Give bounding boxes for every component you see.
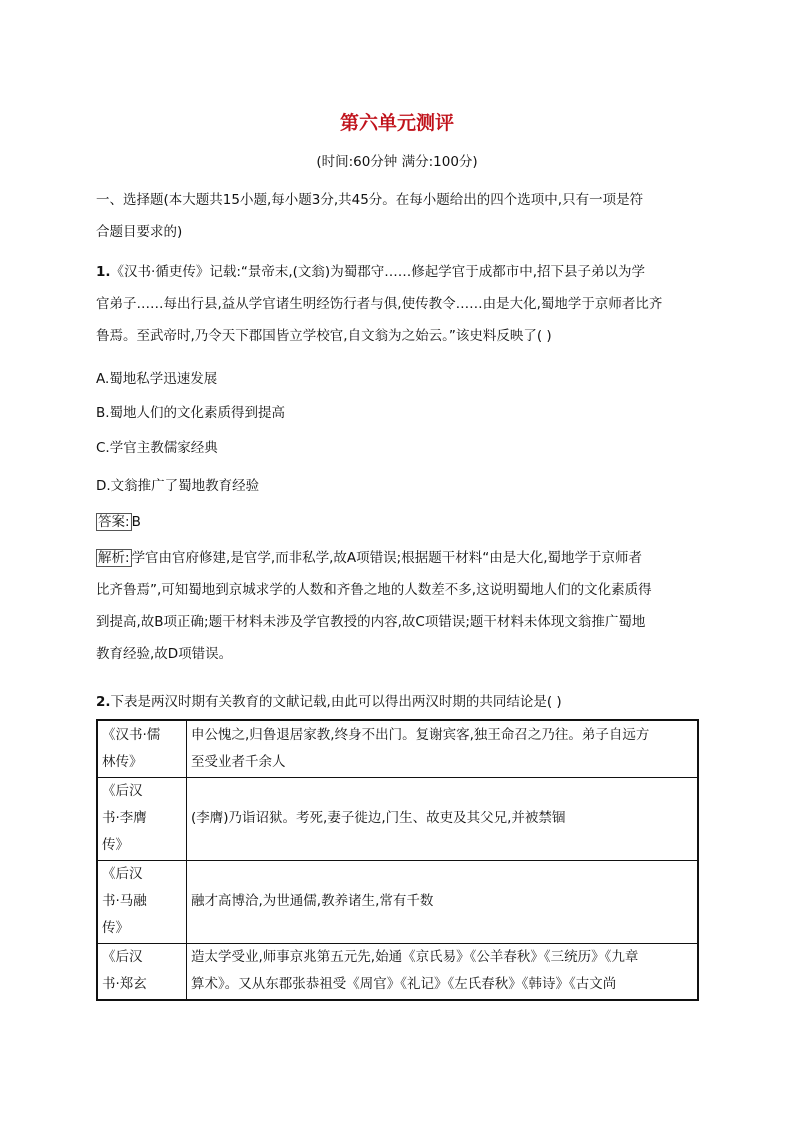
option-b: B.蜀地人们的文化素质得到提高 <box>96 405 286 421</box>
source-cell: 《后汉 书·郑玄 <box>97 943 187 1000</box>
analysis-block <box>96 542 700 670</box>
table-row <box>97 720 698 777</box>
option-c: C.学官主教儒家经典 <box>96 440 218 456</box>
source-table <box>96 719 699 1001</box>
answer-label: 答案: <box>98 514 130 530</box>
instruction-line: 一、选择题(本大题共15小题,每小题3分,共45分。在每小题给出的四个选项中,只有一项是符 <box>96 192 644 208</box>
question-1-stem <box>96 256 700 352</box>
question-number: 1. <box>96 264 111 280</box>
content-cell: 造太学受业,师事京兆第五元先,始通《京氏易》《公羊春秋》《三统历》《九章 算术》。又从东郡张恭祖受《周官》《礼记》《左氏春秋》《韩诗》《古文尚 <box>187 943 699 1000</box>
content-cell: 融才高博洽,为世通儒,教养诸生,常有千数 <box>187 860 699 943</box>
content-cell: (李膺)乃诣诏狱。考死,妻子徙边,门生、故吏及其父兄,并被禁锢 <box>187 777 699 860</box>
analysis-line: 到提高,故B项正确;题干材料未涉及学官教授的内容,故C项错误;题干材料未体现文翁推广蜀地 <box>96 614 646 630</box>
answer-line <box>96 506 141 538</box>
question-stem-line: 鲁焉。至武帝时,乃令天下郡国皆立学校官,自文翁为之始云。”该史料反映了( ) <box>96 328 552 344</box>
table-row <box>97 777 698 860</box>
page-title: 第六单元测评 <box>339 112 454 134</box>
analysis-line: 比齐鲁焉”,可知蜀地到京城求学的人数和齐鲁之地的人数差不多,这说明蜀地人们的文化素质得 <box>96 582 652 598</box>
instruction-line: 合题目要求的) <box>96 224 183 240</box>
analysis-line: 解析: 学官由官府修建,是官学,而非私学,故A项错误;根据题干材料“由是大化,蜀地学于京师者 <box>98 550 643 566</box>
option-d: D.文翁推广了蜀地教育经验 <box>96 478 260 494</box>
source-cell: 《后汉 书·马融 传》 <box>97 860 187 943</box>
table-row <box>97 943 698 1000</box>
source-cell: 《后汉 书·李膺 传》 <box>97 777 187 860</box>
source-cell: 《汉书·儒 林传》 <box>97 720 187 777</box>
question-stem-line: 官弟子……每出行县,益从学官诸生明经饬行者与俱,使传教令……由是大化,蜀地学于京师者比齐 <box>96 296 663 312</box>
option-a: A.蜀地私学迅速发展 <box>96 371 218 387</box>
table-row <box>97 860 698 943</box>
answer-value: B <box>131 514 141 530</box>
content-cell: 申公愧之,归鲁退居家教,终身不出门。复谢宾客,独王命召之乃往。弟子自远方 至受业者千余人 <box>187 720 699 777</box>
question-number: 2. <box>96 694 111 710</box>
analysis-label: 解析: <box>98 550 130 566</box>
section-instructions <box>96 184 700 248</box>
analysis-line: 教育经验,故D项错误。 <box>96 646 233 662</box>
question-2-stem: 2.下表是两汉时期有关教育的文献记载,由此可以得出两汉时期的共同结论是( ) <box>96 694 562 710</box>
exam-time-score: (时间:60分钟 满分:100分) <box>316 154 478 170</box>
question-stem-line: 1.《汉书·循吏传》记载:“景帝末,(文翁)为蜀郡守……修起学官于成都市中,招下县子弟以为学 <box>96 264 645 280</box>
